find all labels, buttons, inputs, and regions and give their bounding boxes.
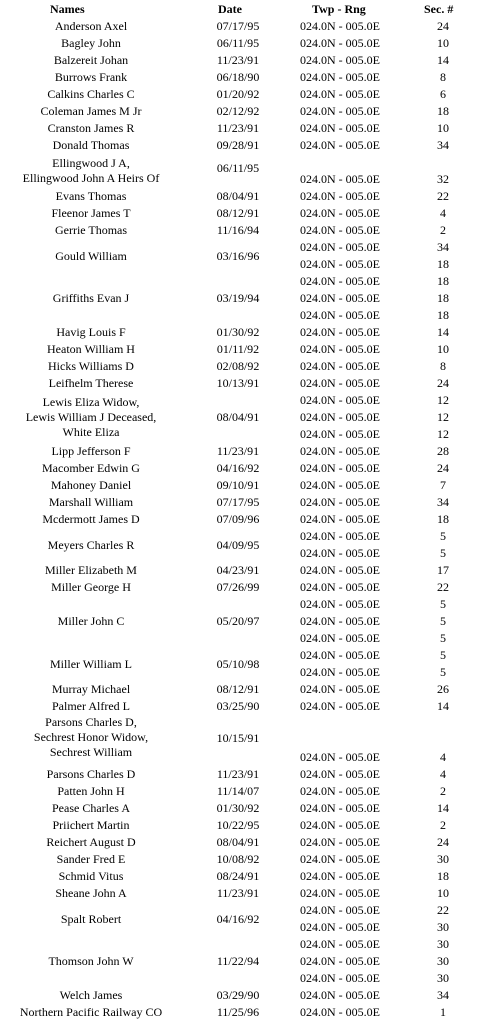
record-name-line: Sechrest Honor Widow, [33, 730, 149, 744]
record-twp-rng: 024.0N - 005.0E [300, 461, 380, 475]
record-date: 04/09/95 [216, 537, 260, 552]
record-names [0, 954, 182, 969]
record-name-line: Schmid Vitus [58, 869, 124, 883]
record-row [0, 86, 489, 103]
record-section: 28 [437, 444, 449, 458]
record-twp-rng: 024.0N - 005.0E [300, 818, 380, 832]
record-names [0, 206, 182, 221]
record-name-line: Gerrie Thomas [54, 223, 128, 237]
record-name-line: Bagley John [61, 36, 121, 50]
record-section: 18 [437, 291, 449, 305]
record-section: 5 [440, 546, 446, 560]
record-section: 32 [437, 172, 449, 186]
record-section: 14 [437, 699, 449, 713]
record-row [0, 324, 489, 341]
record-section: 34 [437, 240, 449, 254]
record-date: 01/30/92 [216, 801, 260, 815]
record-names [0, 19, 182, 34]
record-row [0, 188, 489, 205]
record-names [0, 869, 182, 884]
record-date: 04/23/91 [216, 563, 260, 577]
record-date: 01/30/92 [216, 325, 260, 339]
record-twp-rng: 024.0N - 005.0E [300, 648, 380, 662]
record-twp-rng: 024.0N - 005.0E [300, 784, 380, 798]
record-date: 08/12/91 [216, 206, 260, 220]
record-twp-rng: 024.0N - 005.0E [300, 189, 380, 203]
record-section: 10 [437, 342, 449, 356]
record-name-line: Havig Louis F [56, 325, 126, 339]
record-twp-rng: 024.0N - 005.0E [300, 869, 380, 883]
record-twp-rng: 024.0N - 005.0E [300, 886, 380, 900]
record-date: 07/17/95 [216, 495, 260, 509]
names-column-header: Names [50, 2, 85, 16]
record-twp-rng: 024.0N - 005.0E [300, 580, 380, 594]
record-row [0, 358, 489, 375]
record-row [0, 222, 489, 239]
record-section: 24 [437, 19, 449, 33]
record-names [0, 223, 182, 238]
record-names [0, 767, 182, 782]
record-row [0, 868, 489, 885]
record-twp-rng: 024.0N - 005.0E [300, 308, 380, 322]
record-name-line: Parsons Charles D, [45, 715, 137, 729]
record-date: 08/24/91 [216, 869, 260, 883]
record-date: 10/15/91 [216, 731, 260, 745]
record-section: 5 [440, 614, 446, 628]
record-section: 10 [437, 36, 449, 50]
record-row [0, 987, 489, 1004]
record-date: 06/18/90 [216, 70, 260, 84]
record-row [0, 103, 489, 120]
record-twp-rng: 024.0N - 005.0E [300, 920, 380, 934]
record-names [0, 1005, 182, 1020]
record-name-line: Thomson John W [48, 954, 134, 968]
record-name-line: Northern Pacific Railway CO [19, 1005, 163, 1019]
record-section: 14 [437, 53, 449, 67]
record-section: 2 [440, 818, 446, 832]
record-names [0, 538, 182, 553]
record-date: 03/19/94 [216, 291, 260, 305]
record-date: 06/11/95 [216, 36, 260, 50]
record-section: 4 [440, 750, 446, 764]
record-section: 34 [437, 138, 449, 152]
record-date: 07/09/96 [216, 512, 260, 526]
record-row [0, 783, 489, 800]
record-date: 11/23/91 [216, 121, 260, 135]
record-twp-rng: 024.0N - 005.0E [300, 444, 380, 458]
record-row [0, 205, 489, 222]
record-name-line: Ellingwood J A, [52, 156, 130, 170]
record-names [0, 512, 182, 527]
record-twp-rng: 024.0N - 005.0E [300, 903, 380, 917]
record-section: 18 [437, 512, 449, 526]
record-name-line: Spalt Robert [60, 911, 122, 926]
record-name-line: Sander Fred E [56, 852, 126, 866]
record-section: 18 [437, 869, 449, 883]
record-name-line: Donald Thomas [52, 138, 130, 152]
record-twp-rng: 024.0N - 005.0E [300, 682, 380, 696]
record-names [0, 444, 182, 459]
record-names [0, 325, 182, 340]
record-date: 08/04/91 [216, 410, 260, 424]
record-twp-rng: 024.0N - 005.0E [300, 665, 380, 679]
record-section: 4 [440, 206, 446, 220]
record-section: 7 [440, 478, 446, 492]
record-twp-rng: 024.0N - 005.0E [300, 359, 380, 373]
record-names [0, 657, 182, 672]
record-twp-rng: 024.0N - 005.0E [300, 121, 380, 135]
record-twp-rng: 024.0N - 005.0E [300, 512, 380, 526]
record-section: 22 [437, 580, 449, 594]
record-row [0, 69, 489, 86]
record-section: 10 [437, 886, 449, 900]
record-date: 11/23/91 [216, 767, 260, 781]
record-name-line: Hicks Williams D [48, 359, 134, 373]
record-row [0, 511, 489, 528]
record-name-line: Coleman James M Jr [40, 104, 142, 118]
record-row [0, 460, 489, 477]
record-name-line: Miller George H [51, 580, 131, 594]
record-date: 02/12/92 [216, 104, 260, 118]
record-name-line: Burrows Frank [54, 70, 128, 84]
record-section: 2 [440, 784, 446, 798]
record-twp-rng: 024.0N - 005.0E [300, 631, 380, 645]
record-section: 22 [437, 189, 449, 203]
record-section: 24 [437, 835, 449, 849]
record-date: 03/25/90 [216, 699, 260, 713]
record-name-line: Gould William [55, 248, 127, 263]
record-names [0, 580, 182, 595]
record-twp-rng: 024.0N - 005.0E [300, 750, 380, 764]
record-names [0, 478, 182, 493]
record-row [0, 375, 489, 392]
record-row [0, 851, 489, 868]
record-twp-rng: 024.0N - 005.0E [300, 801, 380, 815]
record-row [0, 154, 489, 188]
record-row [0, 120, 489, 137]
section-column-header: Sec. # [424, 2, 454, 16]
record-date: 04/16/92 [216, 461, 260, 475]
record-section: 30 [437, 954, 449, 968]
record-row [0, 392, 489, 443]
record-name-line: Calkins Charles C [47, 87, 135, 101]
record-row [0, 18, 489, 35]
record-row [0, 528, 489, 562]
record-date: 07/17/95 [216, 19, 260, 33]
record-row [0, 936, 489, 987]
record-names [0, 291, 182, 306]
record-name-line: Evans Thomas [55, 189, 127, 203]
record-name-line: Priichert Martin [52, 818, 130, 832]
record-row [0, 52, 489, 69]
record-name-line: Marshall William [48, 495, 134, 509]
record-section: 30 [437, 920, 449, 934]
record-twp-rng: 024.0N - 005.0E [300, 427, 380, 441]
record-names [0, 461, 182, 476]
record-section: 8 [440, 70, 446, 84]
record-date: 01/11/92 [216, 342, 260, 356]
record-names [0, 342, 182, 357]
record-date: 04/16/92 [216, 911, 260, 926]
record-row [0, 579, 489, 596]
record-twp-rng: 024.0N - 005.0E [300, 529, 380, 543]
record-twp-rng: 024.0N - 005.0E [300, 36, 380, 50]
record-section: 18 [437, 257, 449, 271]
record-twp-rng: 024.0N - 005.0E [300, 274, 380, 288]
record-twp-rng: 024.0N - 005.0E [300, 410, 380, 424]
record-date: 11/23/91 [216, 53, 260, 67]
record-date: 02/08/92 [216, 359, 260, 373]
record-date: 09/28/91 [216, 138, 260, 152]
record-name-line: Leifhelm Therese [48, 376, 134, 390]
record-date: 05/10/98 [216, 656, 260, 671]
record-section: 10 [437, 121, 449, 135]
record-row [0, 562, 489, 579]
record-name-line: Anderson Axel [54, 19, 128, 33]
record-twp-rng: 024.0N - 005.0E [300, 342, 380, 356]
record-name-line: Mcdermott James D [42, 512, 140, 526]
record-name-line: Meyers Charles R [47, 537, 135, 552]
record-date: 11/14/07 [216, 784, 260, 798]
record-name-line: Ellingwood John A Heirs Of [22, 171, 160, 185]
record-date: 06/11/95 [216, 161, 260, 175]
record-twp-rng: 024.0N - 005.0E [300, 19, 380, 33]
record-twp-rng: 024.0N - 005.0E [300, 937, 380, 951]
record-row [0, 137, 489, 154]
record-twp-rng: 024.0N - 005.0E [300, 138, 380, 152]
record-row [0, 273, 489, 324]
record-section: 1 [440, 1005, 446, 1019]
record-section: 5 [440, 648, 446, 662]
record-row [0, 902, 489, 936]
record-twp-rng: 024.0N - 005.0E [300, 971, 380, 985]
record-names [0, 495, 182, 510]
record-name-line: Parsons Charles D [46, 767, 136, 781]
record-name-line: Miller Elizabeth M [45, 563, 137, 577]
record-row [0, 817, 489, 834]
record-names [0, 818, 182, 833]
record-date: 10/13/91 [216, 376, 260, 390]
record-row [0, 647, 489, 681]
record-section: 26 [437, 682, 449, 696]
record-section: 30 [437, 937, 449, 951]
record-names [0, 138, 182, 153]
record-names [0, 886, 182, 901]
record-twp-rng: 024.0N - 005.0E [300, 104, 380, 118]
record-twp-rng: 024.0N - 005.0E [300, 291, 380, 305]
record-row [0, 596, 489, 647]
record-section: 5 [440, 529, 446, 543]
record-twp-rng: 024.0N - 005.0E [300, 257, 380, 271]
record-name-line: Fleenor James T [51, 206, 131, 220]
record-twp-rng: 024.0N - 005.0E [300, 835, 380, 849]
record-names [0, 852, 182, 867]
record-name-line: Cranston James R [47, 121, 135, 135]
record-twp-rng: 024.0N - 005.0E [300, 223, 380, 237]
record-section: 5 [440, 665, 446, 679]
record-names [0, 249, 182, 264]
record-twp-rng: 024.0N - 005.0E [300, 988, 380, 1002]
record-twp-rng: 024.0N - 005.0E [300, 172, 380, 186]
record-date: 08/04/91 [216, 835, 260, 849]
record-date: 08/04/91 [216, 189, 260, 203]
record-date: 05/20/97 [216, 614, 260, 628]
record-name-line: Miller John C [57, 614, 125, 628]
record-date: 09/10/91 [216, 478, 260, 492]
record-section: 2 [440, 223, 446, 237]
record-names [0, 835, 182, 850]
record-names [0, 699, 182, 714]
record-row [0, 494, 489, 511]
record-date: 11/22/94 [216, 954, 260, 968]
record-names [0, 912, 182, 927]
record-row [0, 715, 489, 766]
record-row [0, 239, 489, 273]
record-twp-rng: 024.0N - 005.0E [300, 53, 380, 67]
record-names [0, 104, 182, 119]
record-name-line: Palmer Alfred L [52, 699, 130, 713]
record-twp-rng: 024.0N - 005.0E [300, 563, 380, 577]
record-section: 6 [440, 87, 446, 101]
record-section: 8 [440, 359, 446, 373]
record-row [0, 834, 489, 851]
record-twp-rng: 024.0N - 005.0E [300, 325, 380, 339]
record-names [0, 189, 182, 204]
record-names [0, 988, 182, 1003]
record-name-line: Murray Michael [51, 682, 131, 696]
record-name-line: Macomber Edwin G [42, 461, 140, 475]
record-twp-rng: 024.0N - 005.0E [300, 767, 380, 781]
record-name-line: Reichert August D [46, 835, 136, 849]
record-names [0, 682, 182, 697]
record-names [0, 359, 182, 374]
record-names [0, 784, 182, 799]
date-column-header: Date [218, 2, 242, 16]
record-section: 18 [437, 274, 449, 288]
record-names [0, 801, 182, 816]
record-names [0, 70, 182, 85]
record-twp-rng: 024.0N - 005.0E [300, 546, 380, 560]
record-section: 24 [437, 461, 449, 475]
record-row [0, 35, 489, 52]
record-date: 11/16/94 [216, 223, 260, 237]
record-section: 18 [437, 104, 449, 118]
record-row [0, 681, 489, 698]
record-names [0, 156, 182, 186]
record-row [0, 477, 489, 494]
record-name-line: Patten John H [57, 784, 125, 798]
record-date: 11/23/91 [216, 444, 260, 458]
record-row [0, 800, 489, 817]
record-date: 01/20/92 [216, 87, 260, 101]
record-section: 5 [440, 597, 446, 611]
record-row [0, 1004, 489, 1021]
record-date: 03/29/90 [216, 988, 260, 1002]
record-names [0, 53, 182, 68]
record-section: 17 [437, 563, 449, 577]
record-name-line: Lewis Eliza Widow, [42, 395, 140, 409]
record-names [0, 395, 182, 440]
record-section: 24 [437, 376, 449, 390]
record-date: 08/12/91 [216, 682, 260, 696]
record-names [0, 376, 182, 391]
record-twp-rng: 024.0N - 005.0E [300, 70, 380, 84]
record-name-line: Sechrest William [49, 745, 133, 759]
record-row [0, 443, 489, 460]
record-section: 30 [437, 971, 449, 985]
record-section: 12 [437, 427, 449, 441]
record-section: 4 [440, 767, 446, 781]
record-names [0, 563, 182, 578]
record-twp-rng: 024.0N - 005.0E [300, 206, 380, 220]
record-row [0, 698, 489, 715]
record-twp-rng: 024.0N - 005.0E [300, 393, 380, 407]
record-names [0, 87, 182, 102]
record-date: 10/22/95 [216, 818, 260, 832]
record-names [0, 36, 182, 51]
record-section: 12 [437, 410, 449, 424]
record-date: 11/23/91 [216, 886, 260, 900]
record-row [0, 766, 489, 783]
record-section: 18 [437, 308, 449, 322]
record-date: 10/08/92 [216, 852, 260, 866]
record-name-line: Miller William L [50, 656, 132, 671]
record-name-line: Balzereit Johan [53, 53, 129, 67]
record-name-line: Pease Charles A [52, 801, 130, 815]
record-row [0, 885, 489, 902]
record-name-line: Heaton William H [47, 342, 135, 356]
record-section: 30 [437, 852, 449, 866]
record-name-line: Lewis William J Deceased, [25, 410, 157, 424]
record-twp-rng: 024.0N - 005.0E [300, 699, 380, 713]
record-section: 14 [437, 325, 449, 339]
record-date: 03/16/96 [216, 248, 260, 263]
record-twp-rng: 024.0N - 005.0E [300, 1005, 380, 1019]
record-twp-rng: 024.0N - 005.0E [300, 614, 380, 628]
record-section: 34 [437, 988, 449, 1002]
record-row [0, 341, 489, 358]
twp-rng-column-header: Twp - Rng [312, 2, 366, 16]
record-names [0, 614, 182, 629]
record-twp-rng: 024.0N - 005.0E [300, 376, 380, 390]
record-date: 07/26/99 [216, 580, 260, 594]
record-date: 11/25/96 [216, 1005, 260, 1019]
record-names [0, 121, 182, 136]
record-name-line: Sheane John A [55, 886, 127, 900]
record-twp-rng: 024.0N - 005.0E [300, 87, 380, 101]
record-twp-rng: 024.0N - 005.0E [300, 495, 380, 509]
record-section: 5 [440, 631, 446, 645]
record-name-line: Welch James [59, 988, 123, 1002]
record-section: 22 [437, 903, 449, 917]
record-twp-rng: 024.0N - 005.0E [300, 478, 380, 492]
record-name-line: White Eliza [62, 425, 120, 439]
record-section: 34 [437, 495, 449, 509]
record-twp-rng: 024.0N - 005.0E [300, 240, 380, 254]
record-twp-rng: 024.0N - 005.0E [300, 597, 380, 611]
record-name-line: Mahoney Daniel [50, 478, 132, 492]
record-name-line: Lipp Jefferson F [51, 444, 131, 458]
record-twp-rng: 024.0N - 005.0E [300, 852, 380, 866]
record-names [0, 715, 182, 760]
record-section: 12 [437, 393, 449, 407]
record-name-line: Griffiths Evan J [52, 291, 130, 305]
record-twp-rng: 024.0N - 005.0E [300, 954, 380, 968]
record-section: 14 [437, 801, 449, 815]
